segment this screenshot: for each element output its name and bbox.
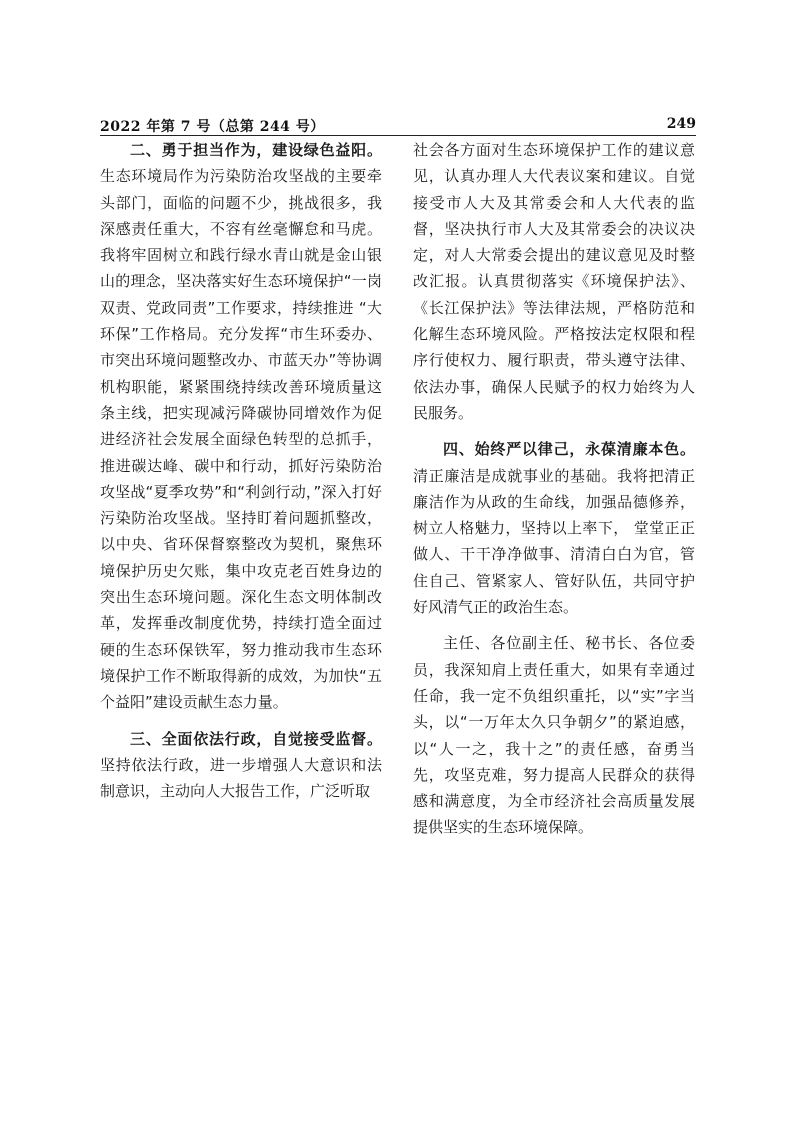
section-four-paragraph bbox=[413, 436, 695, 620]
section-four-heading: 四、始终严以律己，永葆清廉本色。 bbox=[443, 440, 695, 459]
page-header bbox=[100, 114, 696, 136]
section-three-continued: 社会各方面对生态环境保护工作的建议意见，认真办理人大代表议案和建议。自觉接受市人大及其常委会和人大代表的监督，坚决执行市人大及其常委会的决议决定，对人大常委会提出的建议意见及时整改汇报。认真贯彻落实《环境保护法》、《长江保护法》等法律法规，严格防范和化解生态环境风险。严格按法定权限和程序行使权力、履行职责，带头遵守法律、依法办事，确保人民赋予的权力始终为人民服务。 bbox=[413, 141, 695, 422]
right-column bbox=[413, 137, 695, 841]
closing-paragraph: 主任、各位副主任、秘书长、各位委员，我深知肩上责任重大，如果有幸通过任命，我一定不负组织重托，以“实”字当头，以“一万年太久只争朝夕”的紧迫感，以“人一之，我十之”的责任感，奋勇当先，攻坚克难，努力提高人民群众的获得感和满意度，为全市经济社会高质量发展提供坚实的生态环境保障。 bbox=[413, 634, 695, 837]
page-number: 249 bbox=[666, 116, 696, 132]
section-three-text: 坚持依法行政，进一步增强人大意识和法制意识，主动向人大报告工作，广泛听取 bbox=[100, 755, 382, 801]
left-column bbox=[100, 137, 382, 804]
section-four-text: 清正廉洁是成就事业的基础。我将把清正廉洁作为从政的生命线，加强品德修养，树立人格魅力，坚持以上率下， 堂堂正正做人、干干净净做事、清清白白为官，管住自己、管紧家人、管好队伍，共同守护好风清气正的政治生态。 bbox=[413, 466, 695, 617]
section-two-heading: 二、勇于担当作为，建设绿色益阳。 bbox=[130, 141, 382, 159]
header-rule bbox=[100, 135, 696, 136]
issue-label: 2022 年第 7 号（总第 244 号） bbox=[100, 119, 325, 135]
section-two-text: 生态环境局作为污染防治攻坚战的主要牵头部门，面临的问题不少，挑战很多，我深感责任重大，不容有丝毫懈怠和马虎。我将牢固树立和践行绿水青山就是金山银山的理念，坚决落实好生态环境保护“一岗双责、党政同责”工作要求，持续推进 “大环保”工作格局。充分发挥“市生环委办、市突出环境问题整改办、市蓝天办”等协调机构职能，紧紧围绕持续改善环境质量这条主线，把实现减污降碳协同增效作为促进经济社会发展全面绿色转型的总抓手，推进碳达峰、碳中和行动，抓好污染防治攻坚战“夏季攻势”和“利剑行动，”深入打好污染防治攻坚战。坚持盯着问题抓整改，以中央、省环保督察整改为契机，聚焦环境保护历史欠账，集中攻克老百姓身边的突出生态环境问题。深化生态文明体制改革，发挥垂改制度优势，持续打造全面过硬的生态环保铁军，努力推动我市生态环境保护工作不断取得新的成效，为加快“五个益阳”建设贡献生态力量。 bbox=[100, 167, 382, 712]
section-two-paragraph bbox=[100, 137, 382, 716]
section-three-heading: 三、全面依法行政，自觉接受监督。 bbox=[130, 729, 382, 748]
section-three-paragraph bbox=[100, 726, 382, 805]
